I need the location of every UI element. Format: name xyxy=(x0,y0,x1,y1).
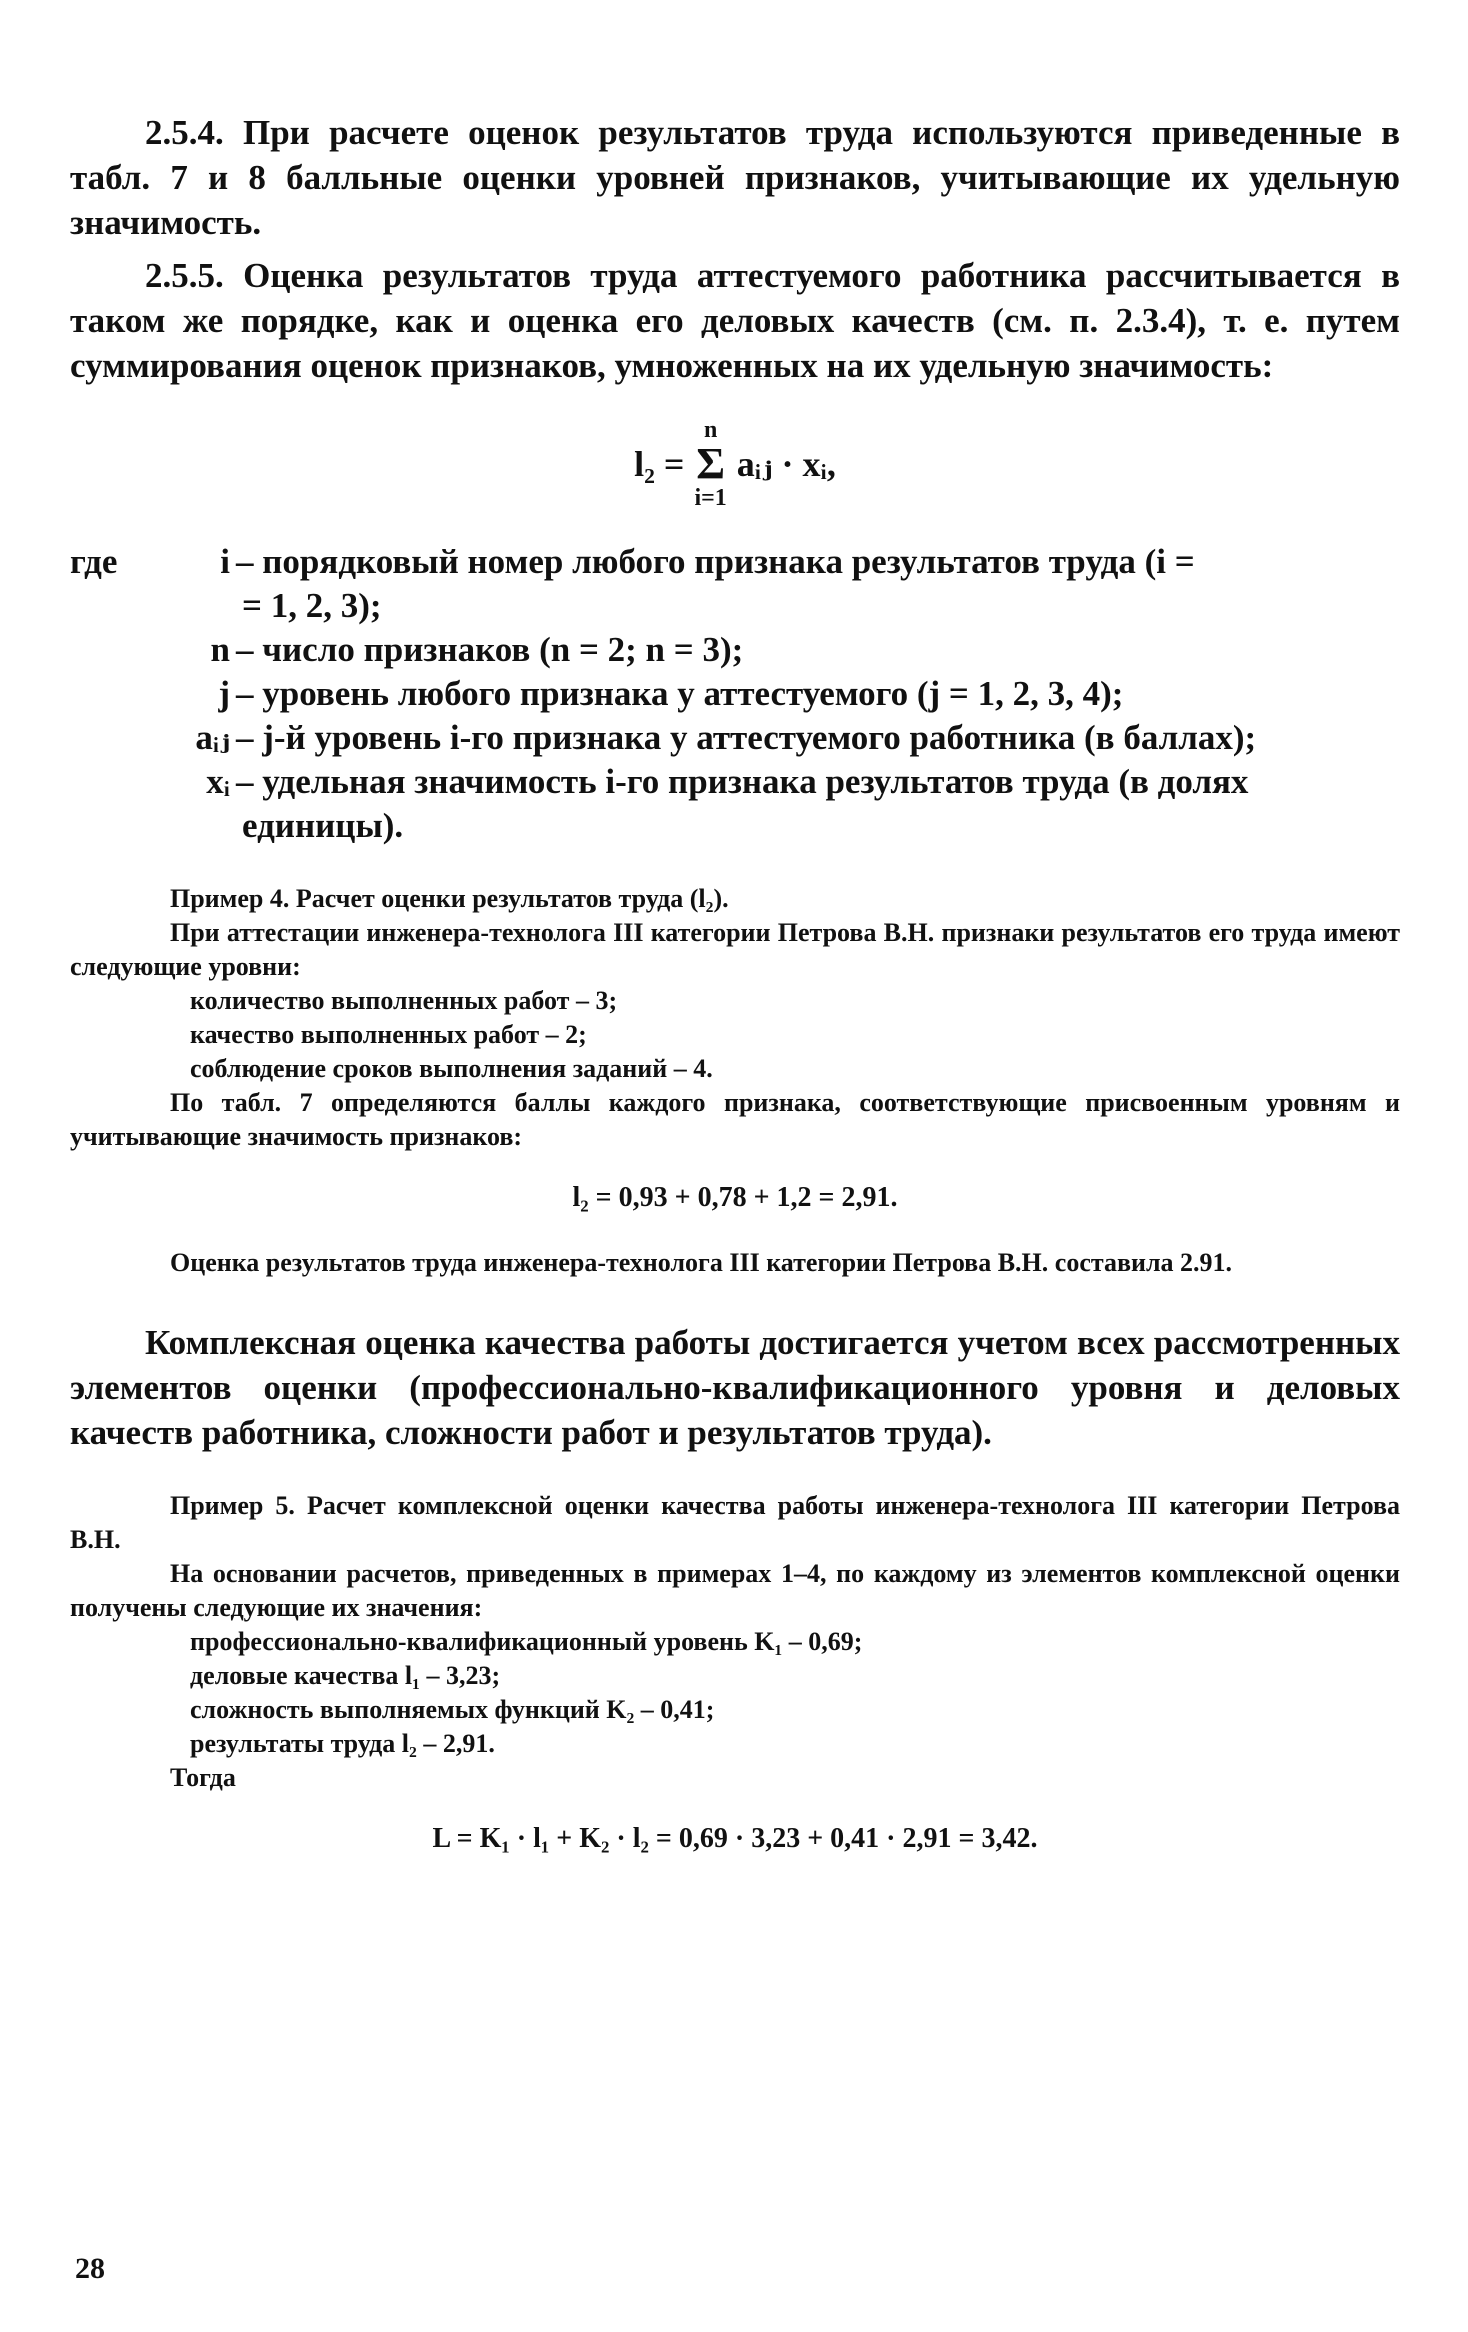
definitions-list xyxy=(70,540,1400,848)
definition-symbol: n xyxy=(210,630,230,669)
definition-j xyxy=(70,672,1400,716)
definition-text: – удельная значимость i-го признака результатов труда (в долях xyxy=(236,762,1249,801)
definition-text: – число признаков (n = 2; n = 3); xyxy=(236,630,744,669)
definition-symbol: j xyxy=(218,674,230,713)
example-4-item: качество выполненных работ – 2; xyxy=(190,1020,587,1049)
example-4-after: По табл. 7 определяются баллы каждого признака, соответствующие присвоенным уровням и учитывающие значимость признаков: xyxy=(70,1088,1400,1151)
definition-aij xyxy=(70,716,1400,760)
example-5-item: сложность выполняемых функций K₂ – 0,41; xyxy=(190,1695,715,1724)
page-content xyxy=(70,110,1400,1887)
definition-text: – порядковый номер любого признака результатов труда (i = xyxy=(236,542,1195,581)
example-4-item: количество выполненных работ – 3; xyxy=(190,986,618,1015)
definitions-lead: где xyxy=(70,542,118,581)
example-5-item: деловые качества l₁ – 3,23; xyxy=(190,1661,501,1690)
definition-xi xyxy=(70,760,1400,804)
definition-n xyxy=(70,628,1400,672)
sum-upper-limit: n xyxy=(703,417,718,443)
example-5-then: Тогда xyxy=(170,1763,236,1792)
definition-symbol: aᵢⱼ xyxy=(195,718,230,757)
paragraph-complex-assessment: Комплексная оценка качества работы достигается учетом всех рассмотренных элементов оценки (профессионально-квалификационного уровня и деловых качеств работника, сложности работ и результатов труда). xyxy=(70,1323,1400,1452)
formula-rhs: aᵢⱼ · xᵢ, xyxy=(736,444,836,484)
paragraph-2-5-5: 2.5.5. Оценка результатов труда аттестуемого работника рассчитывается в таком же порядке, как и оценка его деловых качеств (см. п. 2.3.4), т. е. путем суммирования оценок признаков, умноженных на их удельную значимость: xyxy=(70,256,1400,385)
example-4-title: Пример 4. Расчет оценки результатов труда (l₂). xyxy=(170,884,729,913)
sum-symbol: Σ xyxy=(696,439,726,488)
definition-continuation: = 1, 2, 3); xyxy=(242,586,382,625)
sum-operator xyxy=(694,418,726,510)
formula-lhs: l₂ = xyxy=(634,444,685,484)
example-5-intro: На основании расчетов, приведенных в примерах 1–4, по каждому из элементов комплексной оценки получены следующие их значения: xyxy=(70,1559,1400,1622)
definition-text: – j-й уровень i-го признака у аттестуемого работника (в баллах); xyxy=(236,718,1257,757)
formula-l2-sum xyxy=(70,418,1400,510)
definition-i xyxy=(70,540,1400,584)
example-4-intro: При аттестации инженера-технолога III категории Петрова В.Н. признаки результатов его труда имеют следующие уровни: xyxy=(70,918,1400,981)
definition-symbol: xᵢ xyxy=(206,762,230,801)
example-4-item: соблюдение сроков выполнения заданий – 4. xyxy=(190,1054,713,1083)
definition-symbol: i xyxy=(220,542,230,581)
example-4-calculation: l₂ = 0,93 + 0,78 + 1,2 = 2,91. xyxy=(572,1182,898,1213)
example-4-result: Оценка результатов труда инженера-технолога III категории Петрова В.Н. составила 2.91. xyxy=(170,1248,1233,1277)
page-number: 28 xyxy=(75,2252,105,2285)
definition-text: – уровень любого признака у аттестуемого (j = 1, 2, 3, 4); xyxy=(236,674,1124,713)
definition-continuation: единицы). xyxy=(242,806,404,845)
example-5-title: Пример 5. Расчет комплексной оценки качества работы инженера-технолога III категории Петрова В.Н. xyxy=(70,1491,1400,1554)
example-5-item: результаты труда l₂ – 2,91. xyxy=(190,1729,495,1758)
paragraph-2-5-4: 2.5.4. При расчете оценок результатов труда используются приведенные в табл. 7 и 8 балльные оценки уровней признаков, учитывающие их удельную значимость. xyxy=(70,113,1400,242)
example-5-calculation: L = K₁ · l₁ + K₂ · l₂ = 0,69 · 3,23 + 0,41 · 2,91 = 3,42. xyxy=(432,1823,1038,1854)
sum-lower-limit: i=1 xyxy=(694,485,727,511)
example-5-item: профессионально-квалификационный уровень K₁ – 0,69; xyxy=(190,1627,863,1656)
